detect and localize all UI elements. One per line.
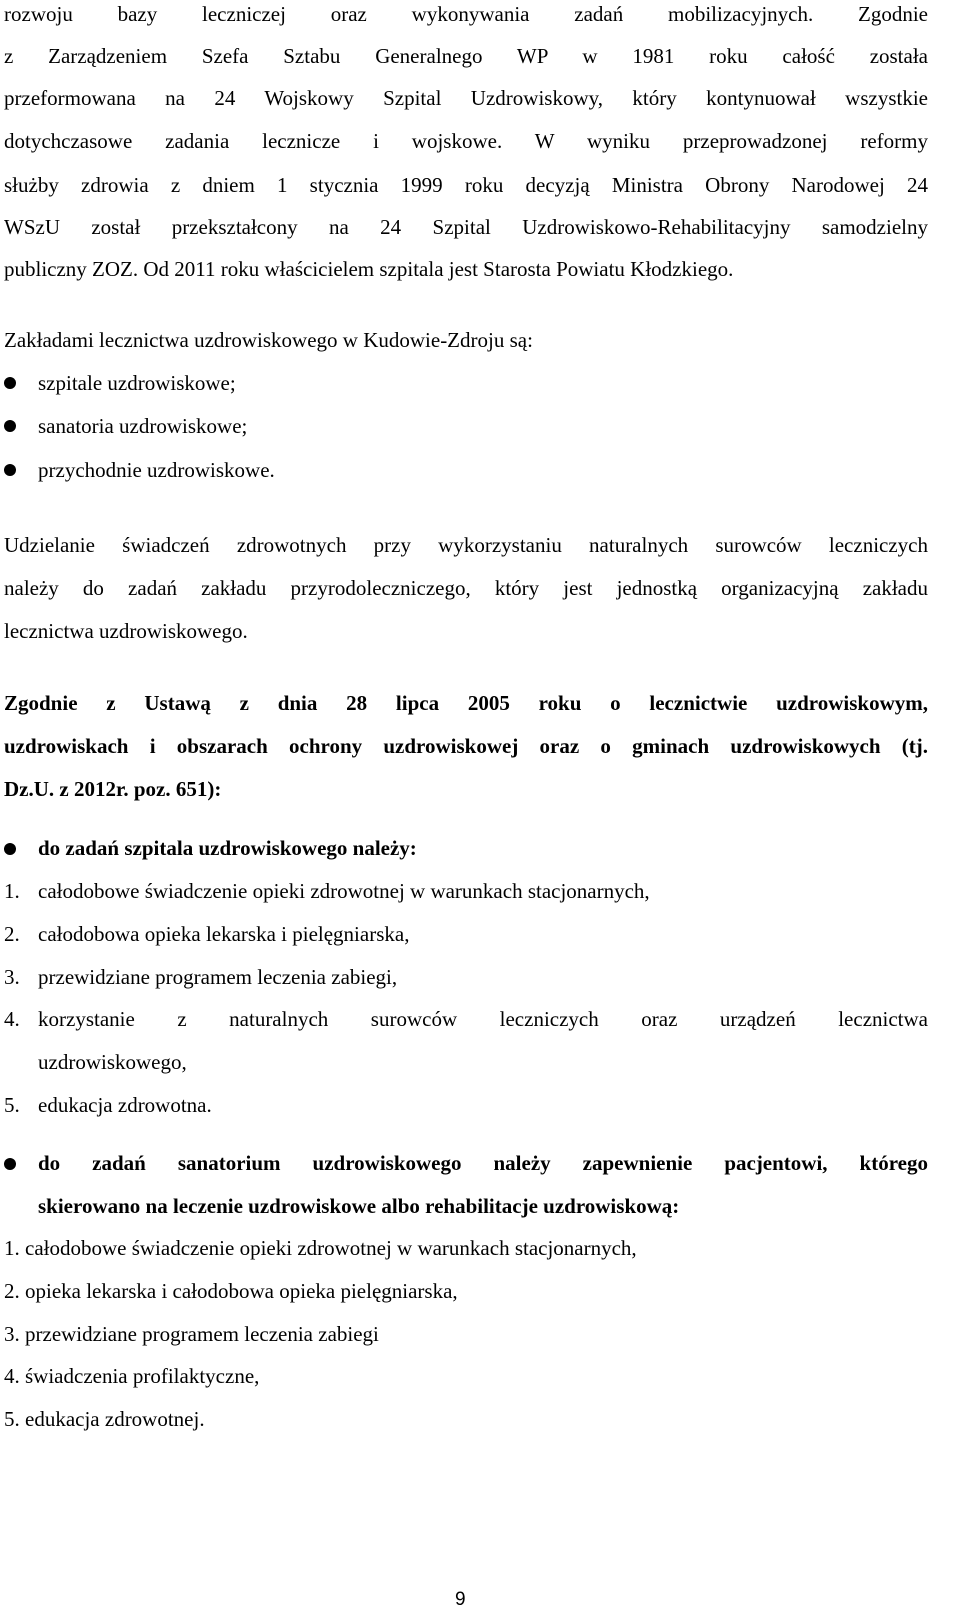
sanatorium-task-item: 3. przewidziane programem leczenia zabiegi	[4, 1322, 379, 1346]
sanatorium-tasks-heading: do zadań sanatorium uzdrowiskowego należy zapewnienie pacjentowi, którego	[38, 1151, 928, 1175]
hospital-task-item: całodobowe świadczenie opieki zdrowotnej w warunkach stacjonarnych,	[38, 879, 650, 903]
resources-line: lecznictwa uzdrowiskowego.	[4, 619, 248, 643]
facility-item: sanatoria uzdrowiskowe;	[38, 414, 248, 438]
resources-line: należy do zadań zakładu przyrodoleczniczego, który jest jednostką organizacyjną zakładu	[4, 576, 928, 600]
hospital-task-item: całodobowa opieka lekarska i pielęgniarska,	[38, 922, 410, 946]
sanatorium-task-item: 2. opieka lekarska i całodobowa opieka pielęgniarska,	[4, 1279, 458, 1303]
history-line: publiczny ZOZ. Od 2011 roku właścicielem szpitala jest Starosta Powiatu Kłodzkiego.	[4, 257, 734, 281]
list-number: 3.	[4, 965, 20, 989]
list-number: 4.	[4, 1007, 20, 1031]
bullet-icon	[4, 464, 16, 476]
bullet-icon	[4, 1158, 16, 1170]
history-line: z Zarządzeniem Szefa Sztabu Generalnego WP w 1981 roku całość została	[4, 44, 928, 68]
hospital-tasks-heading: do zadań szpitala uzdrowiskowego należy:	[38, 836, 417, 860]
resources-line: Udzielanie świadczeń zdrowotnych przy wykorzystaniu naturalnych surowców leczniczych	[4, 533, 928, 557]
hospital-task-item-continuation: uzdrowiskowego,	[38, 1050, 187, 1074]
history-line: dotychczasowe zadania lecznicze i wojskowe. W wyniku przeprowadzonej reformy	[4, 129, 928, 153]
sanatorium-task-item: 5. edukacja zdrowotnej.	[4, 1407, 205, 1431]
history-line: rozwoju bazy leczniczej oraz wykonywania zadań mobilizacyjnych. Zgodnie	[4, 2, 928, 26]
bullet-icon	[4, 843, 16, 855]
law-line: Dz.U. z 2012r. poz. 651):	[4, 777, 222, 801]
bullet-icon	[4, 377, 16, 389]
hospital-task-item: przewidziane programem leczenia zabiegi,	[38, 965, 398, 989]
page-number: 9	[455, 1589, 466, 1610]
law-line: Zgodnie z Ustawą z dnia 28 lipca 2005 roku o lecznictwie uzdrowiskowym,	[4, 691, 928, 715]
facilities-intro: Zakładami lecznictwa uzdrowiskowego w Kudowie-Zdroju są:	[4, 328, 533, 352]
list-number: 2.	[4, 922, 20, 946]
list-number: 1.	[4, 879, 20, 903]
bullet-icon	[4, 420, 16, 432]
sanatorium-task-item: 4. świadczenia profilaktyczne,	[4, 1364, 260, 1388]
law-line: uzdrowiskach i obszarach ochrony uzdrowiskowej oraz o gminach uzdrowiskowych (tj.	[4, 734, 928, 758]
history-line: WSzU został przekształcony na 24 Szpital Uzdrowiskowo-Rehabilitacyjny samodzielny	[4, 215, 928, 239]
hospital-task-item: edukacja zdrowotna.	[38, 1093, 212, 1117]
sanatorium-task-item: 1. całodobowe świadczenie opieki zdrowotnej w warunkach stacjonarnych,	[4, 1236, 637, 1260]
list-number: 5.	[4, 1093, 20, 1117]
sanatorium-tasks-heading-continuation: skierowano na leczenie uzdrowiskowe albo rehabilitacje uzdrowiskową:	[38, 1194, 680, 1218]
facility-item: przychodnie uzdrowiskowe.	[38, 458, 275, 482]
history-line: przeformowana na 24 Wojskowy Szpital Uzdrowiskowy, który kontynuował wszystkie	[4, 86, 928, 110]
hospital-task-item: korzystanie z naturalnych surowców leczniczych oraz urządzeń lecznictwa	[38, 1007, 928, 1031]
history-line: służby zdrowia z dniem 1 stycznia 1999 roku decyzją Ministra Obrony Narodowej 24	[4, 173, 928, 197]
facility-item: szpitale uzdrowiskowe;	[38, 371, 236, 395]
